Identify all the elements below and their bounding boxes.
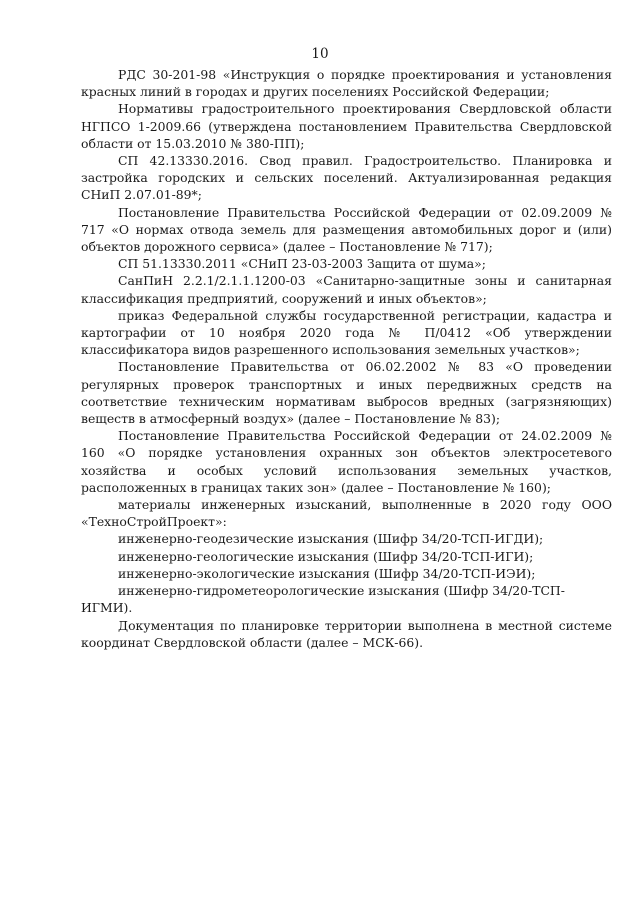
paragraph-postanovlenie-717: Постановление Правительства Российской Федерации от 02.09.2009 № 717 «О нормах отвода земель для размещения автомобильных дорог и (или) объектов дорожного сервиса» (далее – Постановление № 717);: [81, 204, 612, 255]
page-number: 10: [311, 46, 329, 62]
list-item-hydrometeorological: инженерно-гидрометеорологические изыскания (Шифр 34/20-ТСП-ИГМИ).: [81, 583, 565, 616]
paragraph-postanovlenie-160: Постановление Правительства Российской Федерации от 24.02.2009 № 160 «О порядке установления охранных зон объектов электросетевого хозяйства и особых условий использования земельных участков, расположенных в границах таких зон» (далее – Постановление № 160);: [81, 428, 612, 495]
list-item-ecological: инженерно-экологические изыскания (Шифр 34/20-ТСП-ИЭИ);: [118, 565, 536, 581]
paragraph-sp-42: СП 42.13330.2016. Свод правил. Градостроительство. Планировка и застройка городских и сельских поселений. Актуализированная редакция СНиП 2.07.01-89*;: [81, 153, 612, 203]
document-body: [81, 66, 612, 651]
paragraph-survey-materials: материалы инженерных изысканий, выполненные в 2020 году ООО «ТехноСтройПроект»:: [81, 497, 612, 530]
paragraph-postanovlenie-83: Постановление Правительства от 06.02.2002 № 83 «О проведении регулярных проверок транспортных и иных передвижных средств на соответствие техническим нормативам выбросов вредных (загрязняющих) веществ в атмосферный воздух» (далее – Постановление № 83);: [81, 359, 612, 427]
paragraph-ngpso: Нормативы градостроительного проектирования Свердловской области НГПСО 1-2009.66 (утверждена постановлением Правительства Свердловской области от 15.03.2010 № 380-ПП);: [81, 101, 612, 151]
paragraph-sp-51: СП 51.13330.2011 «СНиП 23-03-2003 Защита от шума»;: [118, 256, 486, 272]
paragraph-coordinate-system: Документация по планировке территории выполнена в местной системе координат Свердловской области (далее – МСК-66).: [81, 617, 612, 650]
paragraph-sanpin: СанПиН 2.2.1/2.1.1.1200-03 «Санитарно-защитные зоны и санитарная классификация предприятий, сооружений и иных объектов»;: [81, 273, 612, 306]
list-item-geodetic: инженерно-геодезические изыскания (Шифр 34/20-ТСП-ИГДИ);: [118, 531, 544, 547]
list-item-geological: инженерно-геологические изыскания (Шифр 34/20-ТСП-ИГИ);: [118, 548, 534, 564]
paragraph-rds: РДС 30-201-98 «Инструкция о порядке проектирования и установления красных линий в городах и других поселениях Российской Федерации;: [81, 67, 612, 100]
paragraph-prikaz: приказ Федеральной службы государственной регистрации, кадастра и картографии от 10 ноября 2020 года № П/0412 «Об утверждении классификатора видов разрешенного использования земельных участков»;: [81, 307, 612, 358]
